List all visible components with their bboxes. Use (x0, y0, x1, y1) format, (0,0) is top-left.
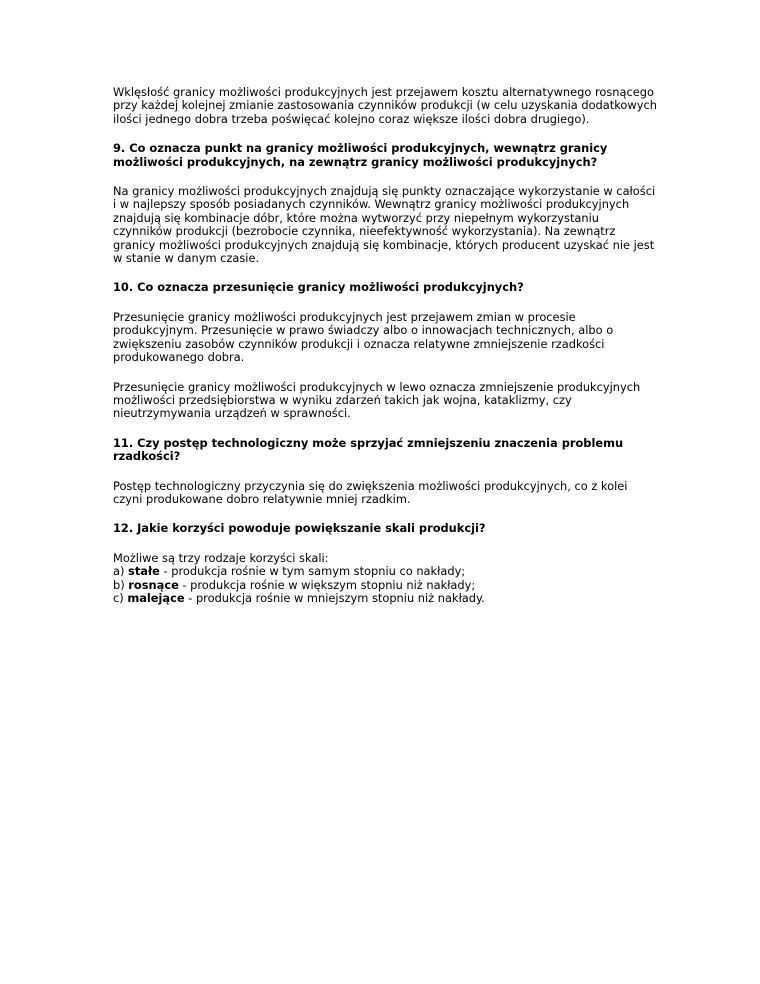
text-line: ilości jednego dobra trzeba poświęcać kolejno coraz większe ilości dobra drugiego). (113, 111, 590, 126)
answer-10-part-1 (113, 311, 653, 365)
question-12 (113, 522, 653, 535)
question-line: 9. Co oznacza punkt na granicy możliwości produkcyjnych, wewnątrz granicy (113, 141, 608, 156)
text-line: czyni produkowane dobro relatywnie mniej rzadkim. (113, 491, 411, 506)
question-10 (113, 281, 653, 294)
text-line: Przesunięcie granicy możliwości produkcyjnych jest przejawem zmian w procesie (113, 309, 576, 324)
list-item-prefix: b) (113, 577, 129, 592)
text-line: Możliwe są trzy rodzaje korzyści skali: (113, 550, 329, 565)
list-item-term: stałe (128, 564, 160, 579)
text-line: produkowanego dobra. (113, 350, 245, 365)
answer-10-part-2 (113, 381, 653, 421)
text-line: granicy możliwości produkcyjnych znajdują się kombinacje, których producent uzyskać nie jest (113, 237, 655, 252)
list-item-term: rosnące (128, 577, 179, 592)
answer-11 (113, 480, 653, 507)
text-line: możliwości przedsiębiorstwa w wyniku zdarzeń takich jak wojna, kataklizmy, czy (113, 392, 572, 407)
question-9 (113, 142, 653, 169)
document-page (113, 85, 657, 605)
question-11 (113, 437, 653, 464)
text-line: Przesunięcie granicy możliwości produkcyjnych w lewo oznacza zmniejszenie produkcyjnych (113, 379, 641, 394)
list-item (113, 565, 653, 578)
text-line: i w najlepszy sposób posiadanych czynników. Wewnątrz granicy możliwości produkcyjnych (113, 197, 630, 212)
list-item-prefix: a) (113, 564, 129, 579)
list-item (113, 592, 653, 605)
list-item (113, 579, 653, 592)
text-line: w stanie w danym czasie. (113, 251, 260, 266)
text-line: przy każdej kolejnej zmianie zastosowania czynników produkcji (w celu uzyskania dodatkowych (113, 98, 657, 113)
question-line: 10. Co oznacza przesunięcie granicy możliwości produkcyjnych? (113, 280, 524, 295)
list-item-text: - produkcja rośnie w mniejszym stopniu niż nakłady. (184, 590, 485, 605)
text-line: produkcyjnym. Przesunięcie w prawo świadczy albo o innowacjach technicznych, albo o (113, 323, 614, 338)
question-line: możliwości produkcyjnych, na zewnątrz granicy możliwości produkcyjnych? (113, 154, 598, 169)
question-line: 11. Czy postęp technologiczny może sprzyjać zmniejszeniu znaczenia problemu (113, 435, 624, 450)
text-line: nieutrzymywania urządzeń w sprawności. (113, 406, 351, 421)
text-line: zwiększeniu zasobów czynników produkcji i oznacza relatywne zmniejszenie rzadkości (113, 336, 605, 351)
list-item-text: - produkcja rośnie w większym stopniu niż nakłady; (178, 577, 476, 592)
text-line: Postęp technologiczny przyczynia się do zwiększenia możliwości produkcyjnych, co z kolei (113, 478, 628, 493)
text-line: znajdują się kombinacje dóbr, które można wytworzyć przy niepełnym wykorzystaniu (113, 210, 599, 225)
list-item-term: malejące (127, 590, 185, 605)
answer-9 (113, 184, 656, 266)
list-item-text: - produkcja rośnie w tym samym stopniu co nakłady; (159, 564, 466, 579)
paragraph-intro (113, 85, 657, 126)
list-item-prefix: c) (113, 590, 128, 605)
question-line: 12. Jakie korzyści powoduje powiększanie skali produkcji? (113, 521, 486, 536)
text-line: Na granicy możliwości produkcyjnych znajdują się punkty oznaczające wykorzystanie w całości (113, 184, 656, 199)
answer-12 (113, 552, 653, 606)
text-line: Wklęsłość granicy możliwości produkcyjnych jest przejawem kosztu alternatywnego rosnącego (113, 85, 654, 99)
text-line: czynników produkcji (bezrobocie czynnika, nieefektywność wykorzystania). Na zewnątrz (113, 224, 616, 239)
question-line: rzadkości? (113, 449, 181, 464)
